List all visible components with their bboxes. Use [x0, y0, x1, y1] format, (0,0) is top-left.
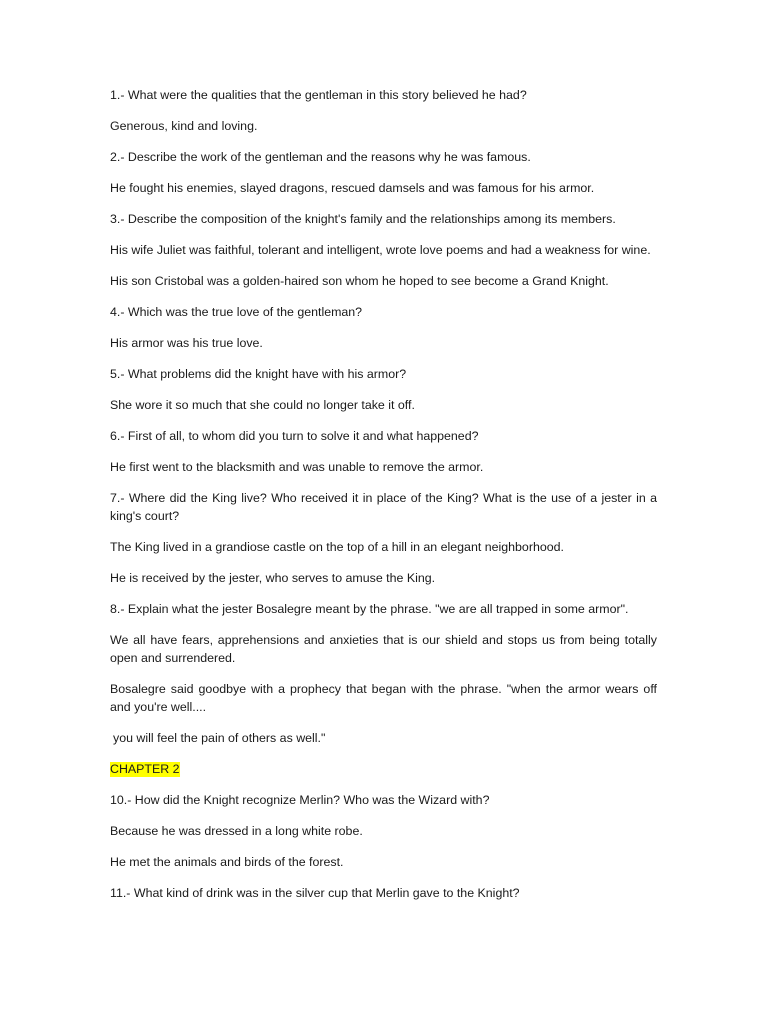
answer-4: His armor was his true love. [110, 336, 263, 350]
answer-8-fears: We all have fears, apprehensions and anxieties that is our shield and stops us from being totally open and surrendered. [110, 633, 657, 665]
answer-7-jester: He is received by the jester, who serves to amuse the King. [110, 571, 436, 585]
answer-5: She wore it so much that she could no longer take it off. [110, 398, 415, 412]
answer-10-robe: Because he was dressed in a long white robe. [110, 824, 363, 838]
answer-1: Generous, kind and loving. [110, 119, 258, 133]
question-2: 2.- Describe the work of the gentleman and the reasons why he was famous. [110, 150, 531, 164]
answer-3-son: His son Cristobal was a golden-haired son whom he hoped to see become a Grand Knight. [110, 274, 609, 288]
answer-3-wife: His wife Juliet was faithful, tolerant and intelligent, wrote love poems and had a weakness for wine. [110, 243, 651, 257]
answer-8-prophecy-end: you will feel the pain of others as well." [113, 731, 326, 745]
question-7: 7.- Where did the King live? Who received it in place of the King? What is the use of a jester in a king's court? [110, 491, 657, 523]
question-3: 3.- Describe the composition of the knight's family and the relationships among its members. [110, 212, 616, 226]
question-8: 8.- Explain what the jester Bosalegre meant by the phrase. "we are all trapped in some armor". [110, 602, 629, 616]
answer-8-prophecy: Bosalegre said goodbye with a prophecy that began with the phrase. "when the armor wears off and you're well.... [110, 682, 657, 714]
answer-10-animals: He met the animals and birds of the forest. [110, 855, 344, 869]
answer-2: He fought his enemies, slayed dragons, rescued damsels and was famous for his armor. [110, 181, 595, 195]
answer-6: He first went to the blacksmith and was unable to remove the armor. [110, 460, 484, 474]
document-page [110, 86, 657, 915]
question-5: 5.- What problems did the knight have with his armor? [110, 367, 407, 381]
answer-7-castle: The King lived in a grandiose castle on the top of a hill in an elegant neighborhood. [110, 540, 564, 554]
question-4: 4.- Which was the true love of the gentleman? [110, 305, 363, 319]
question-6: 6.- First of all, to whom did you turn to solve it and what happened? [110, 429, 479, 443]
question-11: 11.- What kind of drink was in the silver cup that Merlin gave to the Knight? [110, 886, 520, 900]
chapter-heading [110, 760, 657, 778]
question-10: 10.- How did the Knight recognize Merlin? Who was the Wizard with? [110, 793, 490, 807]
question-1: 1.- What were the qualities that the gentleman in this story believed he had? [110, 88, 527, 102]
chapter-2-highlight: CHAPTER 2 [110, 762, 180, 776]
